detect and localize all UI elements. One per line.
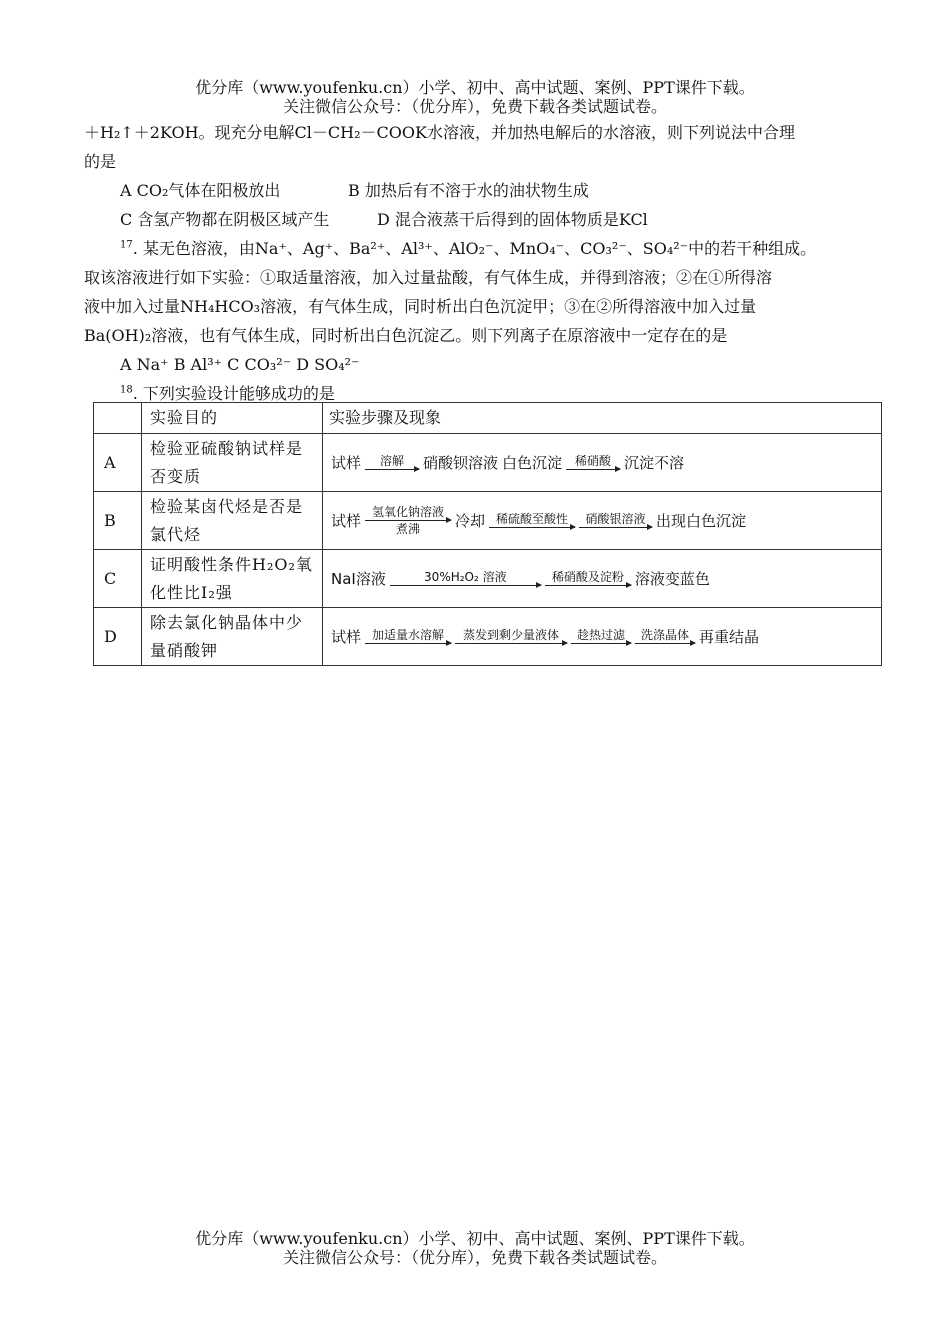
arrow-label: 洗涤晶体: [641, 628, 690, 642]
flow-diagram: [329, 449, 875, 477]
flow-start: NaI溶液: [331, 569, 386, 588]
q16-options-row-1: [84, 176, 874, 205]
flow-node: 溶液变蓝色: [634, 569, 710, 588]
row-aim: 除去氯化钠晶体中少量硝酸钾: [142, 608, 323, 666]
arrow-label: 溶解: [380, 454, 405, 468]
arrow-line: [579, 527, 652, 528]
q16-option-d: D 混合液蒸干后得到的固体物质是KCl: [377, 210, 648, 229]
row-steps: [323, 492, 882, 550]
header-line-1: 优分库（www.youfenku.cn）小学、初中、高中试题、案例、PPT课件下载。: [195, 78, 755, 97]
q17-line-2: 取该溶液进行如下实验：①取适量溶液，加入过量盐酸，有气体生成，并得到溶液；②在①所得溶: [84, 268, 773, 287]
flow-arrow: [543, 570, 633, 587]
q18-stem-text: . 下列实验设计能够成功的是: [132, 384, 335, 403]
flow-arrow: [453, 628, 569, 645]
arrow-label: 趁热过滤: [577, 628, 626, 642]
table-row: [94, 492, 882, 550]
flow-node: 硝酸钡溶液: [423, 453, 499, 472]
table-header-cell: 实验步骤及现象: [323, 403, 882, 434]
arrow-line: [365, 520, 451, 521]
arrow-sublabel: 煮沸: [396, 522, 421, 536]
row-aim: 证明酸性条件H₂O₂氧化性比I₂强: [142, 550, 323, 608]
row-aim: 检验某卤代烃是否是氯代烃: [142, 492, 323, 550]
table-row: [94, 434, 882, 492]
flow-start: 试样: [331, 627, 362, 646]
table-header-cell: [94, 403, 142, 434]
arrow-line: [455, 643, 567, 644]
flow-diagram: [329, 565, 875, 593]
flow-arrow: [363, 454, 421, 471]
q17-line-4: Ba(OH)₂溶液，也有气体生成，同时析出白色沉淀乙。则下列离子在原溶液中一定存在的是: [84, 326, 728, 345]
arrow-label: 硝酸银溶液: [585, 512, 646, 526]
q16-option-b: B 加热后有不溶于水的油状物生成: [348, 181, 589, 200]
flow-diagram: [329, 505, 875, 536]
arrow-line: [635, 643, 695, 644]
flow-arrow: [487, 512, 577, 529]
q18-number: 18: [120, 384, 133, 396]
row-label: D: [94, 608, 142, 666]
q17-options: A Na⁺ B Al³⁺ C CO₃²⁻ D SO₄²⁻: [120, 355, 360, 374]
flow-arrow: [363, 505, 453, 536]
arrow-line: [390, 585, 541, 586]
flow-node: 再重结晶: [699, 627, 760, 646]
q16-option-a: A CO₂气体在阳极放出: [120, 181, 281, 200]
arrow-label: 稀硝酸及淀粉: [551, 570, 624, 584]
q16-line-1: ＋H₂↑＋2KOH。现充分电解Cl－CH₂－COOK水溶液，并加热电解后的水溶液，则下列说法中合理: [84, 123, 795, 142]
table-header-cell: 实验目的: [142, 403, 323, 434]
arrow-label: 氢氧化钠溶液: [372, 505, 445, 519]
flow-start: 试样: [331, 511, 362, 530]
flow-node: 白色沉淀: [502, 453, 563, 472]
flow-node: 冷却: [455, 511, 486, 530]
table-row: [94, 550, 882, 608]
q17-number: 17: [120, 239, 133, 251]
flow-node: 出现白色沉淀: [656, 511, 747, 530]
arrow-line: [545, 585, 631, 586]
table-row: [94, 608, 882, 666]
arrow-label: 加适量水溶解: [372, 628, 445, 642]
footer-line-1: 优分库（www.youfenku.cn）小学、初中、高中试题、案例、PPT课件下载。: [195, 1229, 755, 1248]
question-content: [84, 118, 874, 408]
row-label: A: [94, 434, 142, 492]
flow-diagram: [329, 623, 875, 651]
flow-arrow: [388, 570, 543, 587]
header-line-2: 关注微信公众号：（优分库），免费下载各类试题试卷。: [282, 97, 667, 116]
q16-options-row-2: [84, 205, 874, 234]
row-label: B: [94, 492, 142, 550]
arrow-line: [566, 469, 620, 470]
flow-node: 沉淀不溶: [624, 453, 685, 472]
arrow-line: [365, 469, 419, 470]
flow-arrow: [569, 628, 633, 645]
experiment-table: [93, 402, 882, 666]
arrow-line: [571, 643, 631, 644]
page-header: [0, 78, 950, 116]
footer-line-2: 关注微信公众号：（优分库），免费下载各类试题试卷。: [282, 1248, 667, 1267]
arrow-label: 稀硝酸: [575, 454, 612, 468]
q17-line-1: [84, 234, 874, 263]
row-label: C: [94, 550, 142, 608]
q16-option-c: C 含氢产物都在阴极区域产生: [120, 210, 330, 229]
row-aim: 检验亚硫酸钠试样是否变质: [142, 434, 323, 492]
q17-line-1-text: . 某无色溶液，由Na⁺、Ag⁺、Ba²⁺、Al³⁺、AlO₂⁻、MnO₄⁻、CO₃²⁻、SO₄²⁻中的若干种组成。: [132, 239, 817, 258]
flow-arrow: [633, 628, 697, 645]
q16-line-2: 的是: [84, 152, 117, 171]
table-header-row: [94, 403, 882, 434]
flow-arrow: [363, 628, 453, 645]
row-steps: [323, 608, 882, 666]
flow-arrow: [564, 454, 622, 471]
row-steps: [323, 434, 882, 492]
arrow-line: [365, 643, 451, 644]
arrow-line: [489, 527, 575, 528]
flow-start: 试样: [331, 453, 362, 472]
row-steps: [323, 550, 882, 608]
arrow-label: 30%H₂O₂ 溶液: [424, 570, 507, 584]
flow-arrow: [577, 512, 654, 529]
arrow-label: 蒸发到剩少量液体: [463, 628, 560, 642]
arrow-label: 稀硫酸至酸性: [496, 512, 569, 526]
q17-line-3: 液中加入过量NH₄HCO₃溶液，有气体生成，同时析出白色沉淀甲；③在②所得溶液中加入过量: [84, 297, 757, 316]
page-footer: [0, 1229, 950, 1267]
